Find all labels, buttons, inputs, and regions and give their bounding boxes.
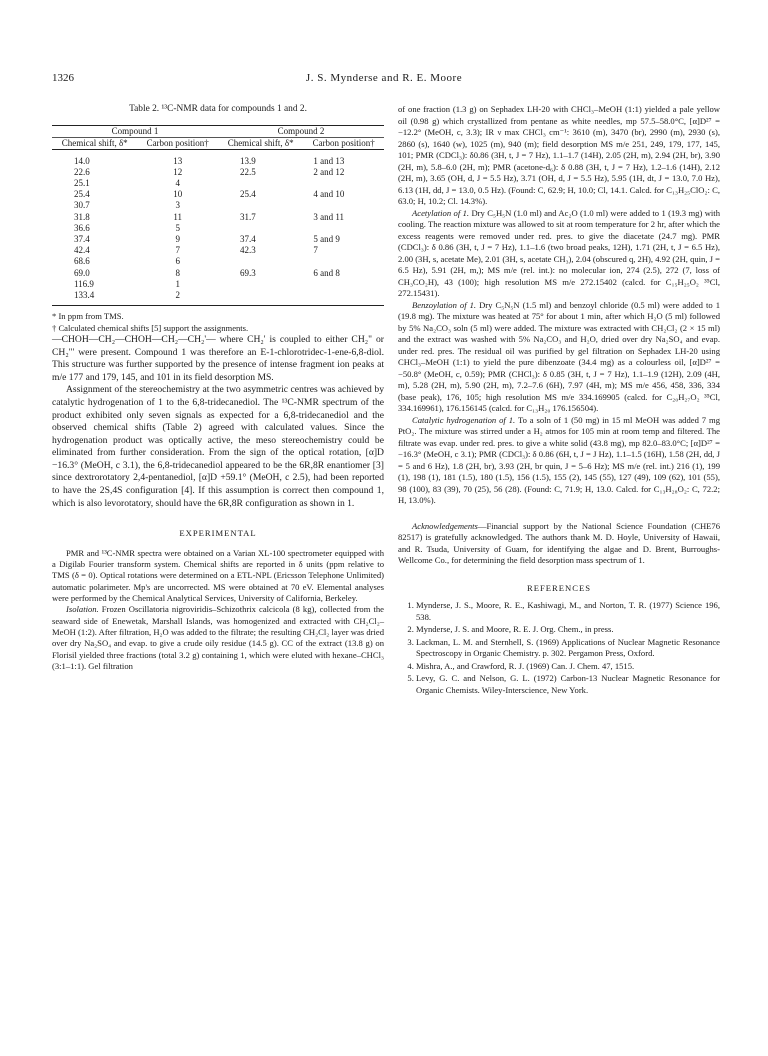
table-cell: 68.6 [74, 256, 90, 267]
table-cell: 12 [173, 166, 183, 177]
table-cell: 13.9 [239, 155, 256, 166]
table-cell: 2 and 12 [313, 166, 345, 177]
table-cell: 25.4 [74, 189, 90, 200]
experimental-paragraph [398, 415, 720, 507]
paragraph-text: Dry C₅H₅N (1.0 ml) and Ac₂O (1.0 ml) were added to 1 (19.3 mg) with cooling. The reaction mixture was allowed to sit at room temperature for 2 hr, after which the excess reagents were removed under red. pres. to give the diacetate (24.7 mg). PMR (CDCl₃): δ 0.86 (3H, t, J = 7 Hz), 1.1–1.6 (two broad peaks, 12H), 1.71 (2H, t, J = 6.5 Hz), 2.00 (3H, s, acetate Me), 2.01 (3H, s, acetate CH₃), 2.04 (obscured q, 2H), 4.92 (2H, quin, J = 6.5 Hz), 5.91 (2H, m,); MS m/e (rel. int.): no molecular ion, 274 (2.5), 272 (7, loss of CH₃CO₂H), 43 (100); high resolution MS m/e 272.15402 (calcd. for C₁₅H₂₅O₂ ³⁵Cl, 272.15431). [398, 207, 720, 298]
experimental-paragraph [398, 300, 720, 415]
table-cell: 9 [175, 233, 180, 244]
group-header-compound-2: Compound 2 [218, 125, 384, 137]
table-group-header-row [52, 125, 384, 137]
table-row [52, 156, 384, 167]
body-paragraph: Assignment of the stereochemistry at the two asymmetric centres was achieved by catalytic hydrogenation of 1 to the 6,8-tridecanediol. The ¹³C-NMR spectrum of the product exhibited only seven signals as expected for a 6,8-tridecanediol and the observed chemical shifts (Table 2) agreed with calculated values. Since the hydrogenation product was optically active, the meso stereochemistry could be eliminated from further consideration. From the sign of the optical rotation, [α]D −16.3° (MeOH, c 3.1), the 6,8-tridecanediol appeared to be the 6R,8R enantiomer [3] since dextrorotatory 2,4-pentanediol, [α]D +59.1° (MeOH, c 2.5), had been reported to have the 2S,4S configuration [4]. If this assumption is correct then compound 1, which is also levorotatory, should have the 6R,8R configuration as shown in 1. [52, 384, 384, 509]
acknowledgements [398, 521, 720, 567]
experimental-paragraph [398, 208, 720, 300]
reference-item: 5. Levy, G. C. and Nelson, G. L. (1972) Carbon-13 Nuclear Magnetic Resonance for Organic Chemists. Wiley-Interscience, New York. [416, 673, 720, 696]
table-cell: 1 [175, 278, 180, 289]
column-header: Chemical shift, δ* [218, 137, 303, 149]
table-cell [218, 279, 303, 290]
running-title: J. S. Mynderse and R. E. Moore [305, 72, 463, 84]
column-header: Carbon position† [137, 137, 218, 149]
table-cell: 133.4 [52, 290, 137, 306]
run-in-heading: Catalytic hydrogenation of 1. [412, 414, 516, 425]
table-cell: 31.7 [239, 211, 256, 222]
table-row [52, 212, 384, 223]
run-in-heading: Isolation. [66, 604, 99, 615]
paragraph-text: —Financial support by the National Science Foundation (CHE76 82517) is gratefully acknowledged. The authors thank M. D. Hoyle, University of Hawaii, and R. Tsuda, University of Guam, for identifying the algae and D. Brent, Burroughs-Wellcome Co., for determining the field desorption mass spectrum of 1. [398, 520, 720, 565]
table-cell: 7 [175, 245, 180, 256]
group-header-compound-1: Compound 1 [52, 125, 218, 137]
table-row [52, 256, 384, 267]
table-cell: 25.4 [239, 189, 256, 200]
table-cell: 116.9 [74, 278, 94, 289]
paragraph-text: To a soln of 1 (50 mg) in 15 ml MeOH was added 7 mg PtO₂. The mixture was stirred under a H₂ atmos for 105 min at room temp and filtered. The filtrate was evap. under red. pres. to give a white solid (43.8 mg), mp 82.0–83.0°C; [α]D²⁷ = −16.3° (MeOH, c 3.1); PMR (CDCl₃): δ 0.86 (6H, t, J = J Hz), 1.1–1.5 (16H), 1.58 (2H, dd, J = 5 and 6 Hz), 1.8 (2H, br), 3.93 (2H, br quin, J = 5–6 Hz); MS m/e (rel. int.) 216 (1), 199 (1), 198 (1), 181 (1.5), 180 (1.5), 156 (1.5), 155 (2), 145 (55), 127 (49), 109 (62), 101 (55), 98 (100), 83 (39), 70 (25), 56 (28). (Found: C, 71.9; H, 13.0. Calcd. for C₁₃H₂₈O₂: C, 72.2; H, 13.0%). [398, 414, 720, 505]
table-cell: 6 [175, 256, 180, 267]
table-cell: 42.4 [74, 245, 90, 256]
run-in-heading: Benzoylation of 1. [412, 299, 477, 310]
table-cell: 5 [175, 222, 180, 233]
table-cell: 10 [173, 189, 183, 200]
table-cell [303, 256, 384, 267]
table-cell: 11 [173, 211, 183, 222]
paragraph-text: Frozen Oscillatoria nigroviridis–Schizothrix calcicola (8 kg), collected from the seaward side of Enewetak, Marshall Islands, was homogenized and extracted with CH₂Cl₂–MeOH (1:2). After filtration, H₂O was added to the filtrate; the resulting CH₂Cl₂ layer was dried over dry Na₂SO₄ and evap. to give a crude oily residue (14.5 g). CC of the extract (13.8 g) on Florisil yielded three fractions (total 3.2 g) containing 1, which were eluted with hexane–CHCl₃ (3:1–1:1). Gel filtration [52, 604, 384, 671]
table-cell: 3 and 11 [313, 211, 345, 222]
table-row [52, 223, 384, 234]
table-footnote: † Calculated chemical shifts [5] support the assignments. [52, 322, 249, 333]
table-cell: 37.4 [74, 233, 90, 244]
table-cell: 37.4 [239, 233, 256, 244]
body-paragraph: —CHOH—CH₂—CHOH—CH₂—CH₂'— where CH₂' is coupled to either CH₂" or CH₂"' were present. Compound 1 was therefore an E-1-chlorotridec-1-ene-6,8-diol. This structure was further supported by the presence of intense fragment ion peaks at m/e 177 and 179, 145, and 101 in its field desorption MS. [52, 333, 384, 383]
table-row [52, 245, 384, 256]
table-cell: 30.7 [74, 200, 90, 211]
table-cell: 5 and 9 [313, 233, 340, 244]
table-cell [218, 290, 303, 306]
table-row [52, 178, 384, 189]
experimental-paragraph: PMR and ¹³C-NMR spectra were obtained on a Varian XL-100 spectrometer equipped with a Digilab Fourier transform system. Chemical shifts are reported in δ units (ppm relative to TMS (δ = 0). Optical rotations were determined on a ETL-NPL (Ericsson Telephone Unlimited) automatic polarimeter. Mp's are uncorrected. MS were obtained at 70 eV. Elemental analyses were performed by the Chemical Analytical Services, University of California, Berkeley. [52, 547, 384, 604]
table-row [52, 200, 384, 211]
table-cell [303, 200, 384, 211]
left-column [52, 104, 384, 672]
reference-item: 3. Lackman, L. M. and Sternhell, S. (1969) Applications of Nuclear Magnetic Resonance Spectroscopy in Organic Chemistry. p. 302. Pergamon Press, Oxford. [416, 637, 720, 660]
table-cell: 4 and 10 [313, 189, 345, 200]
column-header: Chemical shift, δ* [52, 137, 137, 149]
table-cell: 22.5 [239, 166, 256, 177]
column-header: Carbon position† [303, 137, 384, 149]
table-cell: 13 [173, 155, 183, 166]
nmr-table [52, 125, 384, 307]
table-cell: 36.6 [74, 222, 90, 233]
table-cell: 2 [137, 290, 218, 306]
table-cell: 22.6 [74, 166, 90, 177]
table-cell [303, 223, 384, 234]
table-cell: 7 [313, 245, 318, 256]
table-cell: 25.1 [74, 177, 90, 188]
experimental-paragraph [52, 604, 384, 672]
table-cell: 1 and 13 [313, 155, 345, 166]
paragraph-text: Dry C₅N₅N (1.5 ml) and benzoyl chloride (0.5 ml) were added to 1 (19.8 mg). The mixture was heated at 75° for about 1 min, after which H₂O (5 ml) followed by 5% Na₂CO₃ soln (5 ml) were added. The mixture was extracted with CH₂Cl₂ (2 × 15 ml) and the extract was washed with 5% Na₂CO₃ and H₂O, dried over dry Na₂SO₄ and evap. under red. pres. The residual oil was purified by gel filtration on Sephadex LH-20 using CHCl₃–MeOH (1:1) to yield the pure dibenzoate (34.4 mg) as a colourless oil, [α]D²⁷ = −50.8° (MeOH, c, 0.59); PMR (CHCl₃): δ 0.85 (3H, t, J = 7 Hz), 1.1–1.9 (12H), 2.09 (4H, m), 5.28 (2H, m), 5.90 (2H, m), 7.2–7.6 (6H), 7.97 (4H, m); MS m/e 456, 458, 336, 334 (base peak), 176, 105; high resolution MS m/e 334.169905 (calcd. for C₂₀H₂₇O₂ ³⁵Cl, 334.169961), 176.156145 (calcd. for C₁₃H₂₀ 176.156504). [398, 299, 720, 413]
table-cell: 6 and 8 [313, 267, 340, 278]
table-cell [218, 200, 303, 211]
table-cell [218, 223, 303, 234]
table-footnotes [52, 311, 384, 334]
table-row [52, 268, 384, 279]
table-row [52, 189, 384, 200]
reference-item: 4. Mishra, A., and Crawford, R. J. (1969) Can. J. Chem. 47, 1515. [416, 661, 720, 673]
table-footnote: * In ppm from TMS. [52, 311, 124, 322]
run-in-heading: Acetylation of 1. [412, 207, 470, 218]
section-heading: EXPERIMENTAL [179, 528, 257, 539]
table-cell: 42.3 [239, 245, 256, 256]
table-cell: 3 [175, 200, 180, 211]
table-column-header-row [52, 137, 384, 149]
table-row [52, 279, 384, 290]
right-column [398, 104, 720, 697]
run-in-heading: Acknowledgements [412, 520, 478, 531]
table-cell: 4 [175, 177, 180, 188]
table-cell: 69.0 [74, 267, 90, 278]
table-row [52, 290, 384, 306]
experimental-paragraph: of one fraction (1.3 g) on Sephadex LH-20 with CHCl₃–MeOH (1:1) yielded a pale yellow oil (0.98 g) which crystallized from pentane as white needles, mp 57.5–58.0°C, [α]D²⁷ = −12.2° (MeOH, c, 3.3); IR ν max CHCl₃ cm⁻¹: 3610 (m), 3470 (br), 2990 (m), 2930 (s), 2860 (s), 1640 (w), 1025 (m), 940 (m); field desorption MS m/e 251, 249, 179, 177, 145, 101; PMR (CDCl₃): δ0.86 (3H, t, J = 7 Hz), 1.1–1.7 (14H), 2.05 (2H, m), 2.94 (2H, br), 3.90 (2H, m), 5.8–6.0 (2H, m); PMR (acetone-d₆): δ 0.88 (3H, t, J = 7 Hz), 1.2–1.6 (14H), 2.12 (2H, m), 3.65 (OH, d, J = 5.5 Hz), 3.71 (OH, d, J = 5.5 Hz), 5.95 (1H, dt, J = 13.0, 7.0 Hz), 6.13 (1H, dd, J = 13.0, 0.5 Hz). (Found: C, 62.9; H, 10.0; Cl, 14.1. Calcd. for C₁₃H₂₅ClO₂: C, 63.0; H, 10.2; Cl. 14.3%). [398, 104, 720, 206]
table-body [52, 156, 384, 306]
table-cell [218, 256, 303, 267]
table-row [52, 234, 384, 245]
table-cell [218, 178, 303, 189]
table-cell [303, 178, 384, 189]
table-cell [303, 290, 384, 306]
reference-item: 1. Mynderse, J. S., Moore, R. E., Kashiwagi, M., and Norton, T. R. (1977) Science 196, 538. [416, 600, 720, 623]
table-cell: 14.0 [74, 155, 90, 166]
references-heading: REFERENCES [527, 582, 591, 593]
table-cell: 69.3 [239, 267, 256, 278]
reference-item: 2. Mynderse, J. S. and Moore, R. E. J. Org. Chem., in press. [416, 624, 720, 636]
references-list [398, 600, 720, 696]
table-cell: 31.8 [74, 211, 90, 222]
table-cell [303, 279, 384, 290]
table-cell: 8 [175, 267, 180, 278]
table-caption: Table 2. ¹³C-NMR data for compounds 1 and 2. [129, 104, 307, 114]
page-number: 1326 [52, 72, 74, 84]
table-row [52, 167, 384, 178]
